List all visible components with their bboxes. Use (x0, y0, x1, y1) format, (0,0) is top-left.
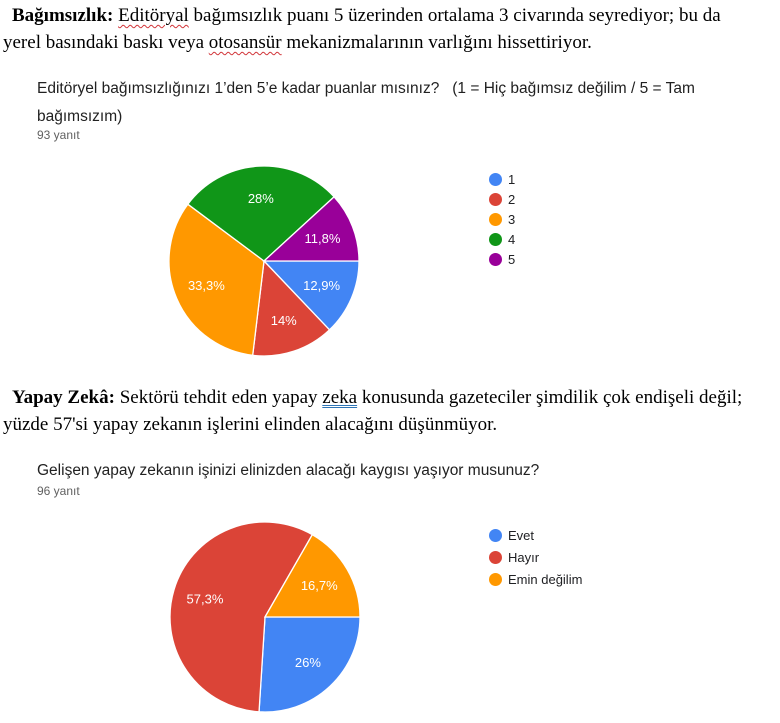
pie-slice-label: 16,7% (300, 578, 338, 594)
response-count-2: 96 yanıt (37, 484, 80, 498)
misspelled-word-editoryal: Editöryal (118, 5, 189, 26)
legend-item-2 (489, 192, 515, 207)
question-title-2: Gelişen yapay zekanın işinizi elinizden alacağı kaygısı yaşıyor musunuz? (37, 462, 540, 479)
legend-item-Emin değilim (489, 572, 582, 587)
pie-slice-label: 11,8% (304, 230, 341, 246)
legend-item-Evet (489, 528, 582, 543)
pie-slice-label: 33,3% (187, 278, 225, 294)
legend-item-1 (489, 172, 515, 187)
legend-label: Hayır (508, 550, 540, 565)
pie-slice-label: 26% (294, 655, 321, 671)
legend-color-dot (489, 253, 502, 266)
misspelled-word-otosansur: otosansür (208, 32, 282, 53)
legend-item-5 (489, 252, 515, 267)
legend-item-3 (489, 212, 515, 227)
paragraph-yapay-zeka (3, 384, 743, 438)
legend-item-4 (489, 232, 515, 247)
legend-color-dot (489, 173, 502, 186)
question-title-1: Editöryel bağımsızlığınızı 1’den 5’e kadar puanlar mısınız? (1 = Hiç bağımsız değilim / 5 = Tam bağımsızım) (37, 80, 700, 125)
paragraph-bagimsizlik-bold-lead: Bağımsızlık: (12, 5, 119, 26)
paragraph-bagimsizlik (3, 2, 743, 56)
legend-color-dot (489, 551, 502, 564)
legend-label: Evet (508, 528, 535, 543)
pie-slice-label: 12,9% (303, 278, 341, 294)
response-count-1: 93 yanıt (37, 128, 80, 142)
legend-independence (489, 172, 515, 272)
legend-color-dot (489, 193, 502, 206)
legend-color-dot (489, 213, 502, 226)
legend-label: 1 (508, 172, 516, 187)
legend-color-dot (489, 573, 502, 586)
pie-chart-independence (158, 155, 370, 367)
legend-color-dot (489, 529, 502, 542)
paragraph-bagimsizlik-text-2: mekanizmalarının varlığını hissettiriyor. (281, 32, 592, 53)
legend-label: 3 (508, 212, 516, 227)
pie-slice-label: 57,3% (186, 591, 224, 607)
pie-slice-label: 28% (247, 190, 274, 206)
legend-ai-concern (489, 528, 582, 594)
legend-item-Hayır (489, 550, 582, 565)
paragraph-yapay-zeka-bold-lead: Yapay Zekâ: (12, 387, 120, 408)
paragraph-yapay-zeka-text-1: Sektörü tehdit eden yapay (119, 387, 323, 408)
legend-label: 2 (508, 192, 516, 207)
legend-label: 4 (508, 232, 516, 247)
paragraph-bagimsizlik-text-1: bağımsızlık puanı 5 üzerinden ortalama 3 civarında seyrediyor; bu da yerel basındaki baskı veya (3, 5, 721, 53)
pie-slice-label: 14% (270, 313, 297, 329)
legend-color-dot (489, 233, 502, 246)
grammar-marked-word-zeka: zeka (322, 387, 358, 408)
pie-chart-ai-concern (159, 511, 371, 723)
paragraph-yapay-zeka-text-2: konusunda gazeteciler şimdilik çok endişeli değil; yüzde 57'si yapay zekanın işlerini elinden alacağını düşünmüyor. (3, 387, 743, 435)
legend-label: Emin değilim (508, 572, 583, 587)
legend-label: 5 (508, 252, 516, 267)
